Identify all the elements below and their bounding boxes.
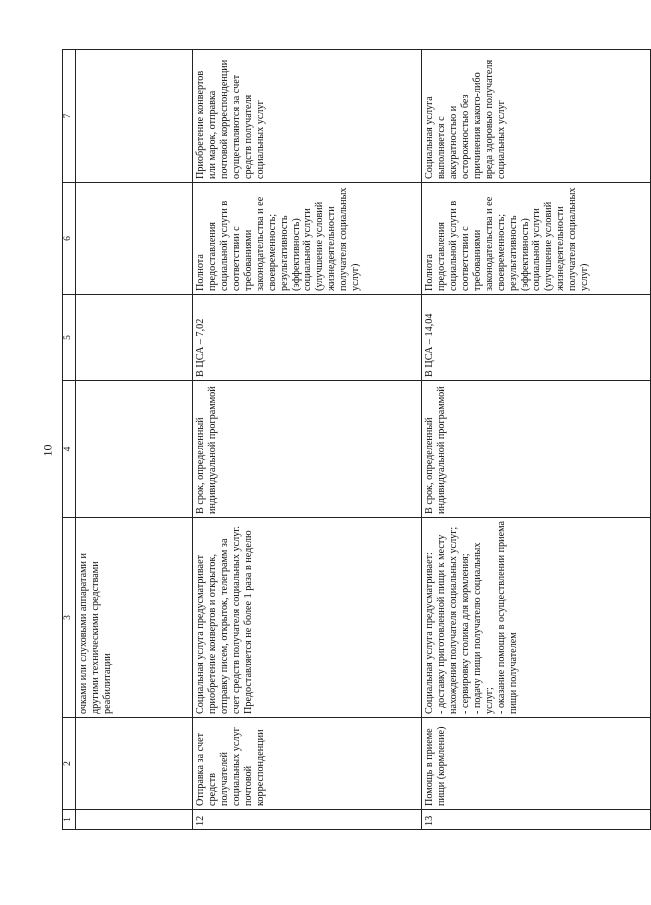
cell-description: Социальная услуга предусматривает: - доставку приготовленной пищи к месту нахождения получателя социальных услуг; - сервировку столика для кормления; - подачу пищи получателю социальных услуг; - оказание помощи в осуществлении приема пищи получателем bbox=[422, 518, 651, 718]
table-wrapper bbox=[62, 25, 591, 855]
cell-description: очками или слуховыми аппаратами и другими техническими средствами реабилитации bbox=[76, 518, 193, 718]
cell-quality: Полнота предоставления социальной услуги в соответствии с требованиями законодательства и ее своевременность; результативность (эффективность) социальной услуги (улучшение условий жизнедеятельности получателя социальных услуг) bbox=[422, 183, 651, 295]
cell-quality: Полнота предоставления социальной услуги в соответствии с требованиями законодательства и ее своевременность; результативность (эффективность) социальной услуги (улучшение условий жизнедеятельности получателя социальных услуг) bbox=[193, 183, 422, 295]
page-number: 10 bbox=[40, 444, 55, 457]
header-cell: 5 bbox=[63, 295, 76, 381]
cell-description: Социальная услуга предусматривает приобретение конвертов и открыток, отправку писем, открыток, телеграмм за счет средств получателя социальных услуг. Предоставляется не более 1 раза в неделю bbox=[193, 518, 422, 718]
header-cell: 3 bbox=[63, 518, 76, 718]
header-cell: 2 bbox=[63, 718, 76, 810]
cell-term: В срок, определенный индивидуальной программой bbox=[193, 381, 422, 518]
rotated-table-area bbox=[62, 25, 591, 855]
table-row bbox=[422, 50, 651, 830]
cell-conditions: Приобретение конвертов или марок, отправка почтовой корреспонденции осуществляются за счет средств получателя социальных услуг bbox=[193, 50, 422, 183]
cell-conditions: Социальная услуга выполняется с аккуратностью и осторожностью без причинения какого-либо вреда здоровью получателя социальных услуг bbox=[422, 50, 651, 183]
header-cell: 6 bbox=[63, 183, 76, 295]
cell-tariff bbox=[76, 295, 193, 381]
header-row bbox=[63, 50, 76, 830]
cell-tariff: В ЦСА – 14,04 bbox=[422, 295, 651, 381]
services-table bbox=[62, 49, 651, 830]
cell-num bbox=[76, 810, 193, 830]
cell-name: Отправка за счет средств получателей социальных услуг почтовой корреспонденции bbox=[193, 718, 422, 810]
header-cell: 7 bbox=[63, 50, 76, 183]
cell-num: 12 bbox=[193, 810, 422, 830]
table-row bbox=[193, 50, 422, 830]
cell-quality bbox=[76, 183, 193, 295]
header-cell: 4 bbox=[63, 381, 76, 518]
cell-conditions bbox=[76, 50, 193, 183]
cell-name: Помощь в приеме пищи (кормление) bbox=[422, 718, 651, 810]
continuation-row bbox=[76, 50, 193, 830]
cell-name bbox=[76, 718, 193, 810]
header-cell: 1 bbox=[63, 810, 76, 830]
cell-term: В срок, определенный индивидуальной программой bbox=[422, 381, 651, 518]
cell-tariff: В ЦСА – 7,02 bbox=[193, 295, 422, 381]
cell-num: 13 bbox=[422, 810, 651, 830]
cell-term bbox=[76, 381, 193, 518]
